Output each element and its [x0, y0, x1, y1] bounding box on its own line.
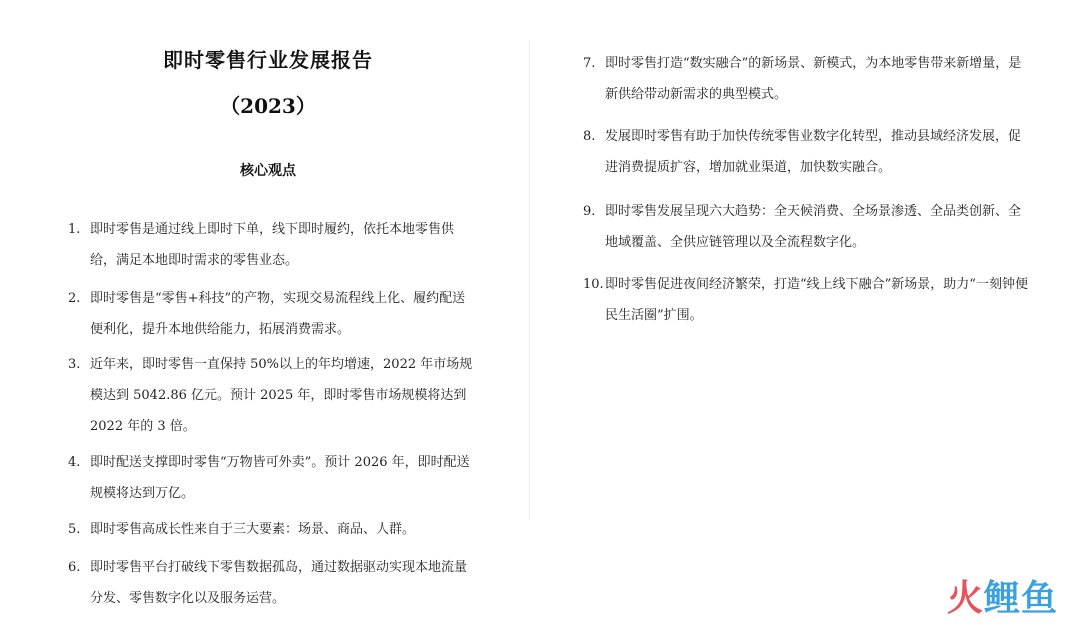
- point-text: 即时零售是“零售+科技”的产物，实现交易流程线上化、履约配送便利化，提升本地供给能力，拓展消费需求。: [90, 291, 466, 337]
- point-text: 即时零售平台打破线下零售数据孤岛，通过数据驱动实现本地流量分发、零售数字化以及服务运营。: [90, 560, 468, 606]
- point-number: 3.: [68, 357, 81, 372]
- point-1: [68, 214, 476, 276]
- point-number: 4.: [68, 455, 81, 470]
- watermark-part1: 火: [946, 578, 984, 619]
- point-5: [68, 514, 476, 545]
- point-number: 6.: [68, 560, 81, 575]
- point-10: [583, 269, 1033, 331]
- report-year: （2023）: [220, 94, 316, 118]
- point-text: 即时零售是通过线上即时下单，线下即时履约，依托本地零售供给，满足本地即时需求的零售业态。: [90, 222, 455, 268]
- report-title: 即时零售行业发展报告: [163, 48, 373, 72]
- point-number: 7.: [583, 56, 596, 71]
- point-text: 即时零售促进夜间经济繁荣，打造“线上线下融合”新场景，助力“一刻钟便民生活圈”扩围。: [605, 277, 1028, 323]
- point-number: 5.: [68, 522, 81, 537]
- section-title: 核心观点: [240, 163, 296, 179]
- point-3: [68, 349, 476, 442]
- point-text: 即时零售高成长性来自于三大要素：场景、商品、人群。: [90, 522, 416, 537]
- point-number: 2.: [68, 291, 81, 306]
- watermark-logo: [947, 570, 1058, 621]
- point-text: 发展即时零售有助于加快传统零售业数字化转型，推动县域经济发展，促进消费提质扩容，增加就业渠道，加快数实融合。: [605, 129, 1022, 175]
- point-text: 近年来，即时零售一直保持 50%以上的年均增速，2022 年市场规模达到 5042.86 亿元。预计 2025 年，即时零售市场规模将达到 2022 年的 3 倍。: [90, 357, 473, 434]
- point-4: [68, 447, 476, 509]
- watermark-part2: 鲤鱼: [983, 578, 1058, 619]
- point-2: [68, 283, 476, 345]
- point-number: 9.: [583, 204, 596, 219]
- point-text: 即时零售发展呈现六大趋势：全天候消费、全场景渗透、全品类创新、全地域覆盖、全供应链管理以及全流程数字化。: [605, 204, 1022, 250]
- point-text: 即时零售打造“数实融合”的新场景、新模式，为本地零售带来新增量，是新供给带动新需求的典型模式。: [605, 56, 1022, 102]
- point-7: [583, 48, 1033, 110]
- point-number: 8.: [583, 129, 596, 144]
- point-number: 1.: [68, 222, 81, 237]
- point-8: [583, 121, 1033, 183]
- point-9: [583, 196, 1033, 258]
- point-6: [68, 552, 476, 614]
- point-text: 即时配送支撑即时零售“万物皆可外卖”。预计 2026 年，即时配送规模将达到万亿。: [90, 455, 470, 501]
- point-number: 10.: [583, 277, 604, 292]
